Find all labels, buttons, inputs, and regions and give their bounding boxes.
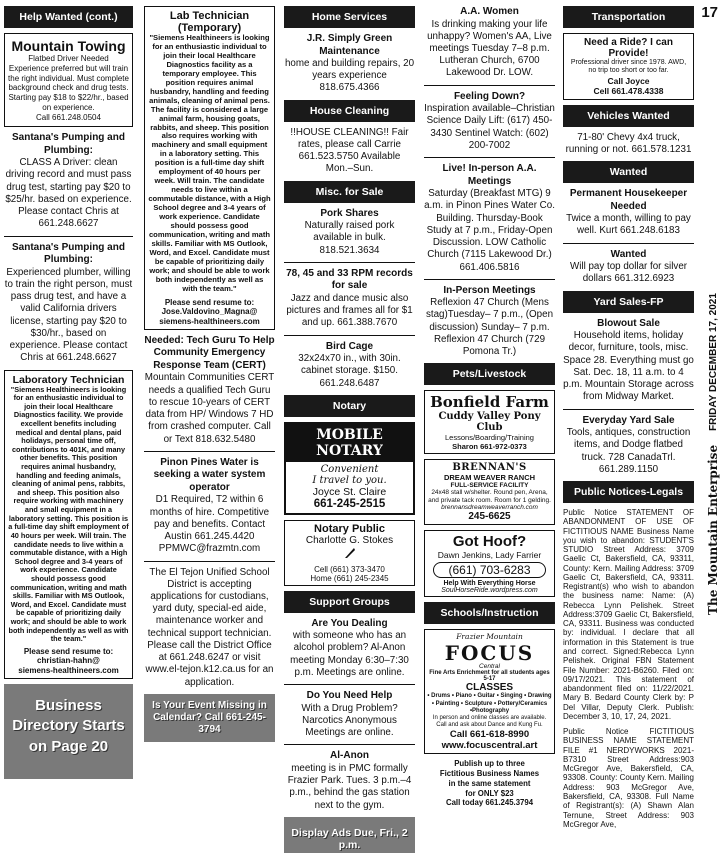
ad-phone: 245-6625 — [468, 511, 511, 523]
ad-title: Got Hoof? — [452, 533, 527, 551]
ad-title: Live! In-person A.A. Meetings — [442, 163, 537, 187]
ad-santana-plumber — [4, 242, 133, 365]
side-banner — [703, 175, 723, 735]
section-header: Misc. for Sale — [284, 181, 415, 203]
divider — [284, 684, 415, 685]
ad-notary-public — [284, 520, 415, 586]
ad-enrich: Fine Arts Enrichment for all students ages 5-17 — [429, 670, 550, 683]
ad-title: Wanted — [610, 248, 647, 260]
ad-title: Bonfield Farm — [430, 393, 549, 412]
ad-home: Home (661) 245-2345 — [310, 573, 389, 583]
ad-phone: Call 661-618-8990 — [449, 729, 530, 741]
ad-body: CLASS A Driver: clean driving record and must pass drug test, starting pay $20 to $25/hr. based on experience. Please contact Chris at 661.248.6627 — [5, 157, 132, 230]
ad-logo: FOCUS — [444, 641, 535, 666]
ad-slogan: Convenient I travel to you. — [312, 463, 387, 486]
ad-farrier: Dawn Jenkins, Lady Farrier — [437, 550, 542, 561]
ad-body: !!HOUSE CLEANING!! Fair rates, please call Carrie 661.523.5750 Available Mon.–Sun. — [290, 126, 409, 175]
section-header: House Cleaning — [284, 100, 415, 122]
ad-body: Household items, holiday decor, furniture, tools, misc. Space 28. Everything must go Sat. Dec. 18, 11 a.m. to 4 p.m. Mountain Storage across from Midway Market. — [563, 330, 694, 403]
column-5 — [563, 6, 694, 835]
promo-line: Publish up to three — [454, 759, 525, 769]
ad-title: Need a Ride? I can Provide! — [584, 37, 673, 59]
ad-blowout-sale — [563, 318, 694, 404]
ad-title: Feeling Down? — [453, 90, 526, 102]
promo-line: for ONLY $23 — [465, 788, 514, 798]
ad-lab-technician-temp — [144, 6, 275, 330]
section-header: Pets/Livestock — [424, 363, 555, 385]
ad-body: "Siemens Healthineers is looking for an enthusiastic individual to join their local Healthcare Diagnostics facility. We provide excellent benefits including medical and dental plans, paid holidays, personal time off, contributions to 401K, and many other benefits. This position requires animal husbandry, handling and feeding animals, cleaning of animal pens, rabbits, and sheep. This position also require working with machinery and small equipment in a laboratory setting. This position is a full-time day shift employment of 40 hours per week. Will train. The candidate needs to live within a commutable distance, with a High School degree and 3-4 years of work experience. Candidate should possess good communication, writing and math skills. Familiar with MS Outlook, Word, and Excel. Candidate must be capable of prioritizing daily work; and should be able to work both independently as well as with the team." — [8, 384, 129, 644]
ad-body: Jazz and dance music also pictures and frames all for $1 and up. 661.388.7670 — [286, 292, 413, 329]
divider — [144, 561, 275, 562]
legal-notice: Public Notice STATEMENT OF ABANDONMENT OF USE OF FICTITIOUS NAME Business Name you wish to abandon: STUDENT'S STUDIO Street Address: 3709 Gaelic Ct, Bakersfield, CA, 93311, County: Kern. Mailing Address: 3709 Gaelic Ct, Bakersfield, CA, 93311. Registrant(s) who wish to abandon the business name: Name: (A) Rebecca Lynn Pelishek. Street Address:3709 Gaelic Ct, Bakersfield, CA, 93311. Business was conducted by: individual. I declare that all information in this Statement is true and correct. Signed:Rebecca Lynn Pelishek. Original FBN Statement File Number: 2021-B6260. Filed on: 09/17/2021. This statement of abandonment filed on: 11/22/2021. Mary B. Bedard County Clerk by: P Del Villar, Deputy Clerk. Publish: December 3, 10, 17, 24, 2021. — [563, 508, 694, 721]
ad-silver-dollars — [563, 249, 694, 286]
ad-body: Naturally raised pork available in bulk. 818.521.3634 — [304, 220, 395, 256]
divider — [424, 157, 555, 158]
section-header: Wanted — [563, 161, 694, 183]
divider — [284, 262, 415, 263]
ad-pork-shares — [284, 208, 415, 257]
ad-logo-sub: Central — [479, 663, 500, 671]
ad-housekeeper — [563, 188, 694, 237]
ad-phone: Cell 661.478.4338 — [593, 85, 664, 96]
ad-body: Inspiration available–Christian Science Daily Lift: (617) 450-3430 Sentinel Watch: (602) 200-7002 — [424, 103, 555, 151]
section-header: Vehicles Wanted — [563, 105, 694, 127]
ad-title: Notary Public — [314, 522, 385, 535]
ad-records — [284, 268, 415, 330]
paper-name: The Mountain Enterprise — [706, 444, 720, 615]
ad-feeling-down — [424, 91, 555, 152]
divider — [563, 243, 694, 244]
ad-fictitious-names — [424, 759, 555, 808]
promo-line: Fictitious Business Names — [439, 769, 540, 779]
ad-mobile-notary — [284, 422, 415, 515]
legal-notice: Public Notice FICTITIOUS BUSINESS NAME STATEMENT FILE #1 NERDYWORKS 2021-B7310 Street Address:903 McGregor Ave, Bakersfield, CA, 93308. County: County Kern. Mailing Address: 903 McGregor Ave, Bakersfield, CA, 93308. Full Name of Registrant(s): (A) Shawn Alan Ternune, Street Address: 903 McGregor Ave, — [563, 727, 694, 829]
ad-house-cleaning — [284, 127, 415, 176]
ad-phone: 661-245-2515 — [313, 497, 386, 510]
ad-body: Professional driver since 1978. AWD, no trip too short or too far. — [570, 59, 687, 75]
ad-al-anon-pmc — [284, 750, 415, 811]
ad-title: Bird Cage — [325, 340, 374, 352]
quill-icon — [343, 546, 357, 560]
ad-title: Laboratory Technician — [12, 373, 125, 386]
promo-line: in the same statement — [448, 778, 531, 788]
ad-title: Pork Shares — [320, 207, 379, 219]
ad-title: Mountain Towing — [11, 38, 126, 54]
ad-body: With a Drug Problem? Narcotics Anonymous Meetings are online. — [301, 702, 398, 739]
issue-date: FRIDAY DECEMBER 17, 2021 — [707, 293, 719, 431]
display-ads-banner: Display Ads Due, Fri., 2 p.m. — [284, 817, 415, 853]
ad-laboratory-technician — [4, 370, 133, 680]
ad-body: Is drinking making your life unhappy? Women's AA, Live meetings Tuesday 7–8 p.m. Lutheran Church, 6700 Lakewood Dr. LOW. — [427, 18, 552, 79]
ad-bonfield-farm — [424, 390, 555, 454]
ad-mountain-towing — [4, 33, 133, 127]
ad-simply-green — [284, 33, 415, 95]
ad-live-aa — [424, 163, 555, 274]
ad-title: Needed: Tech Guru To Help Community Emergency Response Team (CERT) — [144, 334, 275, 371]
ad-body: "Siemens Healthineers is looking for an enthusiastic individual to join their local Healthcare Diagnostics facility as a temporary employee. This position requires animal husbandry, handling and feeding animals, cleaning of animal pens. The facility is considered a large animal farm, housing goats, rabbits, and sheep. This position also requires working with machinery and small equipment in a laboratory setting. This position is a full-time day shift employment of 40 hours per week. Will train. The candidate needs to live within a commutable distance, with a High School degree and 3-4 years of work experience. Candidate should possess good communication, writing and math skills. Familiar with MS Outlook, Word, and Excel. Candidate must be capable of prioritizing daily work; and should be able to work both independently as well as with the team." — [148, 33, 271, 293]
ad-bird-cage — [284, 341, 415, 390]
ad-body: D1 Required, T2 within 6 months of hire. Competitive pay and benefits. Contact Austin 661.245.4420 PPMWC@frazmtn.com — [149, 494, 270, 555]
ad-title: Santana's Pumping and Plumbing: — [12, 241, 125, 266]
ad-got-hoof — [424, 530, 555, 597]
ad-cell: Cell (661) 373-3470 — [314, 564, 385, 574]
section-header: Support Groups — [284, 591, 415, 613]
ad-aa-women — [424, 6, 555, 80]
ad-resume: Please send resume to: Jose.Valdovino_Magna@ siemens-healthineers.com — [159, 297, 260, 326]
ad-santana-driver — [4, 132, 133, 230]
ad-title: J.R. Simply Green Maintenance — [306, 33, 393, 57]
ad-list: • Drums • Piano • Guitar • Singing • Drawing • Painting • Sculpture • Pottery/Ceramics •Photography — [427, 693, 552, 714]
ad-body: meeting is in PMC formally Frazier Park. Tues. 3 p.m.–4 p.m., behind the gas station next to the gym. — [287, 762, 412, 811]
ad-title: MOBILE NOTARY — [286, 424, 413, 462]
ad-note: In person and online classes are available. Call and ask about Dance and Kung Fu. — [432, 714, 547, 729]
ad-web: SoulHorseRide.wordpress.com — [441, 587, 538, 595]
ad-need-a-ride — [563, 33, 694, 100]
business-directory-banner: Business Directory Starts on Page 20 — [4, 684, 133, 779]
column-4 — [424, 6, 555, 808]
ad-brand: Frazier Mountain — [456, 632, 523, 642]
ad-el-tejon — [144, 567, 275, 689]
ad-title: In-Person Meetings — [443, 284, 536, 296]
section-header: Home Services — [284, 6, 415, 28]
divider — [4, 236, 133, 237]
divider — [144, 451, 275, 452]
ad-title: Permanent Housekeeper Needed — [569, 188, 688, 212]
ad-name: Charlotte G. Stokes — [305, 534, 394, 546]
ad-club: Cuddy Valley Pony Club — [438, 411, 541, 434]
ad-facility: FULL-SERVICE FACILITY — [450, 482, 529, 490]
ad-everyday-yard-sale — [563, 415, 694, 476]
ad-narcotics — [284, 690, 415, 739]
ad-web: www.focuscentral.art — [441, 740, 538, 752]
ad-title: Everyday Yard Sale — [582, 414, 675, 426]
ad-phone: Sharon 661-972-0373 — [452, 442, 527, 452]
ad-body: 32x24x70 in., with 30in. cabinet storage. $150. 661.248.6487 — [298, 353, 401, 389]
column-3 — [284, 6, 415, 853]
ad-body: Reflexion 47 Church (Mens stag)Tuesday– 7 p.m., (Open discussion) Sunday– 7 p.m. Reflexion 47 Church (729 Pomona Tr.) — [425, 297, 554, 358]
ad-name: Joyce St. Claire — [312, 485, 387, 498]
ad-body: home and building repairs, 20 years experience 818.675.4366 — [284, 58, 415, 94]
ad-title: Santana's Pumping and Plumbing: — [12, 132, 125, 156]
ad-body: with someone who has an alcohol problem? Al-Anon meeting Monday 6:30–7:30 p.m. Meetings are online. — [290, 630, 409, 678]
ad-lessons: Lessons/Boarding/Training — [445, 433, 534, 443]
ad-focus-central — [424, 629, 555, 754]
promo-line: Call today 661.245.3794 — [445, 798, 534, 808]
divider — [284, 335, 415, 336]
ad-title: Are You Dealing — [311, 617, 388, 629]
divider — [424, 279, 555, 280]
ad-chevy-truck — [563, 132, 694, 156]
ad-resume: Please send resume to: christian-hahn@ siemens-healthineers.com — [18, 646, 119, 675]
ad-help: Help With Everything Horse — [443, 580, 536, 588]
divider — [424, 85, 555, 86]
divider — [563, 409, 694, 410]
ad-pinon-water — [144, 457, 275, 556]
column-1 — [4, 6, 133, 779]
ad-body: Tools, antiques, construction items, and Dodge flatbed truck. 728 CanadaTrl. 661.289.1150 — [566, 427, 691, 475]
section-header: Help Wanted (cont.) — [4, 6, 133, 28]
divider — [284, 744, 415, 745]
section-header: Transportation — [563, 6, 694, 28]
ad-tech-guru — [144, 335, 275, 446]
ad-body: The El Tejon Unified School District is accepting applications for custodians, yard duty, special-ed aide, maintenance worker and technical support technician. Please call the District Office at 661.248.6247 or visit www.el-tejon.k12.ca.us for an application. — [145, 566, 274, 688]
ad-title: BRENNAN'S — [452, 462, 527, 474]
section-header: Schools/Instruction — [424, 602, 555, 624]
ad-title: 78, 45 and 33 RPM records for sale — [286, 267, 413, 292]
calendar-banner: Is Your Event Missing in Calendar? Call 661-245-3794 — [144, 694, 275, 742]
ad-title: Al-Anon — [330, 750, 369, 762]
ad-title: Do You Need Help — [306, 690, 393, 702]
ad-body: Experienced plumber, willing to train the right person, must pass drug test, and have a valid California drivers license, starting pay $20 to $30/hr., based on experience. Please contact Chris at 661.248.6627 — [4, 266, 133, 364]
ad-body: Will pay top dollar for silver dollars 661.312.6923 — [569, 261, 688, 285]
ad-body: 71-80' Chevy 4x4 truck, running or not. 661.578.1231 — [565, 131, 692, 156]
ad-title: Pinon Pines Water is seeking a water system operator — [153, 456, 266, 493]
ad-title: Blowout Sale — [597, 317, 660, 329]
section-header: Notary — [284, 395, 415, 417]
section-header: Yard Sales-FP — [563, 291, 694, 313]
ad-brennans-ranch — [424, 459, 555, 525]
ad-web: brennansdreamweaverranch.com — [441, 504, 538, 512]
ad-al-anon-online — [284, 618, 415, 679]
ad-body: Mountain Communities CERT needs a qualified Tech Guru to rescue 10-years of CERT data from HP/ Windows 7 HD from crashed computer. Call or Text 818.632.5480 — [144, 372, 275, 445]
ad-body: Flatbed Driver Needed Experience preferred but will train the right individual. Must complete background check and drug tests. Starting pay $18 to $22/hr., based on experience. Call 661.248.0504 — [8, 54, 129, 122]
ad-body: 24x48 stall w/shelter. Round pen, Arena, and private tack room. Room for 1 gelding. — [428, 489, 551, 504]
ad-body: Saturday (Breakfast MTG) 9 a.m. in Pinon Pines Water Co. Building. Thursday-Book Study at 7 p.m., Friday-Open Discussion. LOW Catholic Church (7115 Lakewood Dr.) 661.406.5816 — [424, 188, 555, 273]
ad-title: Lab Technician (Temporary) — [169, 10, 250, 34]
ad-title: A.A. Women — [460, 6, 519, 17]
ad-body: Twice a month, willing to pay well. Kurt 661.248.6183 — [566, 213, 691, 237]
ad-classes: CLASSES — [465, 682, 514, 694]
section-header: Public Notices-Legals — [563, 481, 694, 503]
ad-name: Call Joyce — [607, 75, 650, 86]
ad-in-person-meetings — [424, 285, 555, 359]
ad-subtitle: DREAM WEAVER RANCH — [443, 473, 536, 483]
page-number: 17 — [701, 4, 718, 21]
column-2 — [144, 6, 275, 742]
ad-phone: (661) 703-6283 — [433, 562, 546, 578]
